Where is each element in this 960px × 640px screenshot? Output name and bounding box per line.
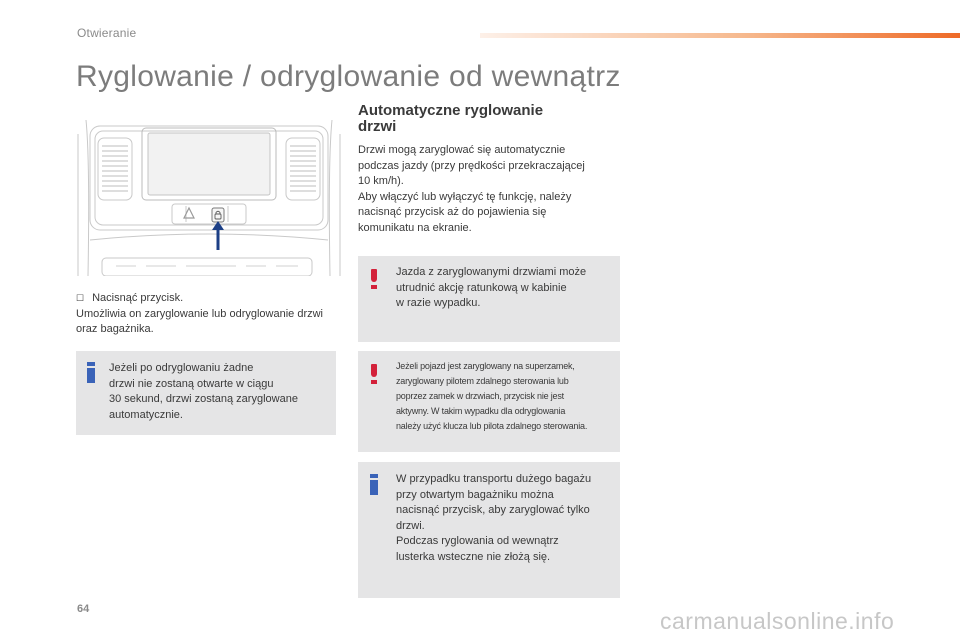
warning-text-line: poprzez zamek w drzwiach, przycisk nie jest (396, 391, 564, 401)
dashboard-illustration (76, 100, 342, 276)
button-caption (76, 291, 341, 338)
info-text-line: drzwi nie zostaną otwarte w ciągu (109, 377, 274, 390)
auto-lock-description (358, 143, 620, 236)
info-text-line: 30 sekund, drzwi zostaną zaryglowane (109, 393, 298, 405)
warning-text-line: Jazda z zaryglowanymi drzwiami może (396, 266, 587, 278)
body-line: 10 km/h). (358, 175, 404, 187)
warning-text-line: w razie wypadku. (396, 297, 481, 309)
info-text-line: lusterka wsteczne nie złożą się. (396, 550, 551, 563)
info-text-line: W przypadku transportu dużego bagażu (396, 473, 592, 485)
warning-box-deadlock (358, 351, 620, 452)
heading-line: drzwi (358, 118, 397, 135)
info-text-line: przy otwartym bagażniku można (396, 488, 554, 501)
info-box-auto-relock (76, 351, 336, 435)
header-accent-bar (480, 33, 960, 38)
info-text-line: automatycznie. (109, 408, 183, 421)
section-label: Otwieranie (77, 26, 137, 40)
body-line: komunikatu na ekranie. (358, 221, 472, 234)
step-instruction: Nacisnąć przycisk. (92, 292, 184, 304)
body-line: Drzwi mogą zaryglować się automatycznie (358, 144, 566, 156)
watermark: carmanualsonline.info (660, 608, 895, 634)
body-line: podczas jazdy (przy prędkości przekraczającej (358, 159, 585, 172)
info-text-line: Podczas ryglowania od wewnątrz (396, 535, 559, 547)
page-number: 64 (77, 603, 90, 615)
info-box-luggage (358, 462, 620, 598)
section-heading (358, 103, 618, 135)
page-title: Ryglowanie / odryglowanie od wewnątrz (76, 60, 621, 93)
heading-line: Automatyczne ryglowanie (358, 102, 544, 119)
warning-text-line: aktywny. W takim wypadku dla odryglowania (396, 406, 566, 416)
warning-text-line: utrudnić akcję ratunkową w kabinie (396, 281, 567, 294)
warning-text-line: Jeżeli pojazd jest zaryglowany na superzamek, (396, 361, 575, 371)
body-line: nacisnąć przycisk aż do pojawienia się (358, 206, 547, 218)
info-text-line: nacisnąć przycisk, aby zaryglować tylko (396, 504, 590, 516)
info-text-line: Jeżeli po odryglowaniu żadne (109, 362, 254, 374)
warning-box-rescue (358, 256, 620, 342)
step-description: Umożliwia on zaryglowanie lub odryglowanie drzwi oraz bagażnika. (76, 307, 324, 335)
body-line: Aby włączyć lub wyłączyć tę funkcję, należy (358, 190, 572, 203)
warning-text-line: należy użyć klucza lub pilota zdalnego sterowania. (396, 421, 588, 431)
warning-text-line: zaryglowany pilotem zdalnego sterowania lub (396, 376, 569, 386)
checkbox-bullet-icon: ☐ (76, 293, 85, 303)
info-text-line: drzwi. (396, 519, 425, 532)
